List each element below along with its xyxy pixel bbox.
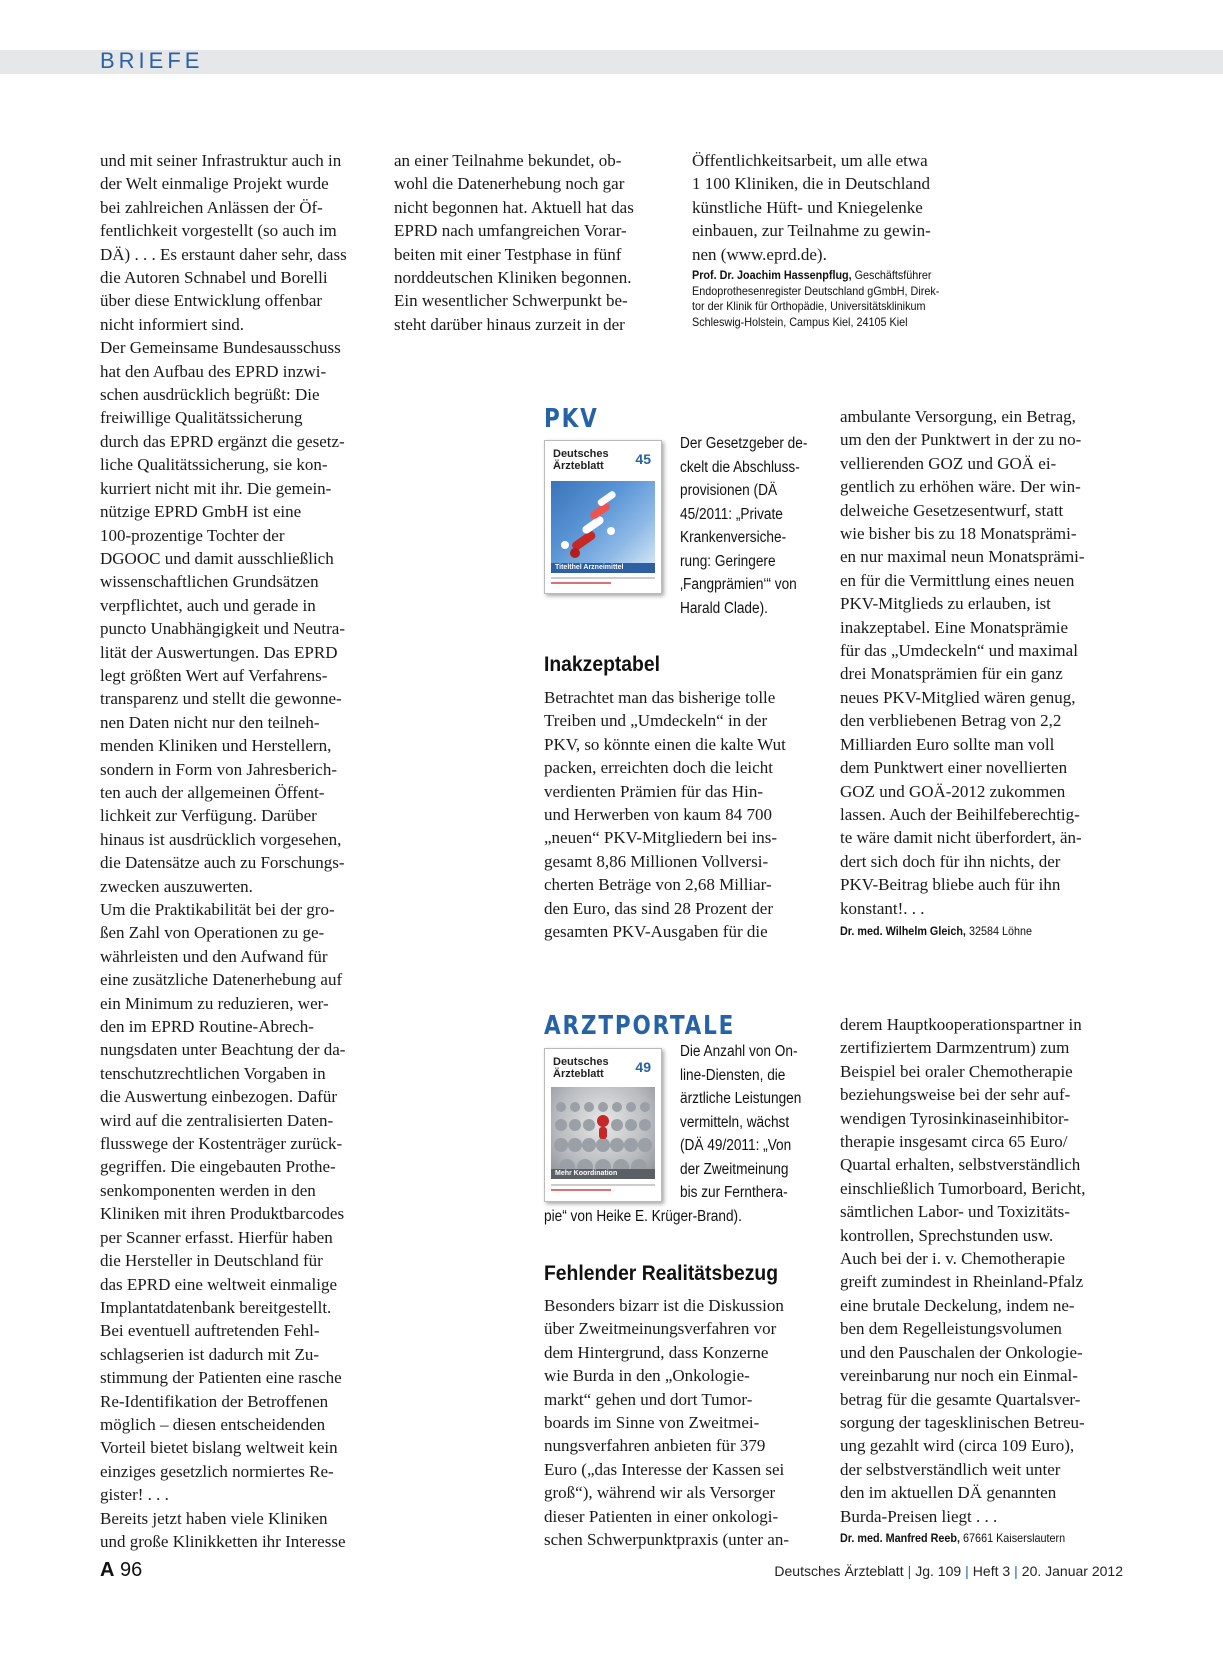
text-line: Kliniken mit ihren Produktbarcodes [100, 1204, 345, 1224]
text-line: en für die Vermittlung eines neuen [840, 570, 1075, 590]
text-line: zertifiziertem Darmzentrum) zum [840, 1038, 1070, 1058]
teaser-line: (DÄ 49/2011: „Von [680, 1137, 792, 1154]
text-line: PKV-Mitglieds zu erlauben, ist [840, 594, 1051, 614]
text-line: ein Minimum zu reduzieren, wer- [100, 993, 329, 1013]
text-line: Euro („das Interesse der Kassen sei [544, 1459, 785, 1479]
text-line: inakzeptabel. Eine Monatsprämie [840, 617, 1068, 637]
teaser-line: Harald Clade). [680, 599, 768, 617]
text-line: derem Hauptkooperationspartner in [840, 1015, 1082, 1034]
text-line: sämtlichen Labor- und Toxizitäts- [840, 1202, 1070, 1222]
figures-illustration [551, 1087, 655, 1177]
text-line: beiten mit einer Testphase in fünf [394, 244, 622, 264]
section-label: BRIEFE [100, 48, 204, 73]
text-line: den verbliebenen Betrag von 2,2 [840, 711, 1062, 731]
letter-column-1 [100, 149, 380, 1553]
text-line: puncto Unabhängigkeit und Neutra- [100, 619, 346, 639]
text-line: wohl die Datenerhebung noch gar [394, 174, 625, 194]
signature-place: 32584 Löhne [968, 924, 1033, 938]
text-line: gesamten PKV-Ausgaben für die [544, 922, 768, 942]
text-line: den im EPRD Routine-Abrech- [100, 1017, 314, 1037]
text-line: und mit seiner Infrastruktur auch in [100, 151, 342, 170]
text-line: groß“), während wir als Versorger [544, 1483, 776, 1503]
text-line: ambulante Versorgung, ein Betrag, [840, 407, 1076, 426]
text-line: der selbstverständlich weit unter [840, 1459, 1061, 1479]
text-line: einschließlich Tumorboard, Bericht, [840, 1178, 1086, 1198]
teaser-line: provisionen (DÄ [680, 482, 778, 499]
teaser-line: line-Diensten, die [680, 1066, 786, 1084]
text-line: Implantatdatenbank bereitgestellt. [100, 1297, 332, 1317]
signature-gleich [840, 924, 1032, 940]
cover-footer-line [551, 577, 655, 579]
text-line: en nur maximal neun Monatsprämi- [840, 547, 1085, 567]
page-prefix: A [100, 1559, 115, 1581]
text-line: die Hersteller in Deutschland für [100, 1251, 323, 1271]
text-line: PKV-Beitrag bliebe auch für ihn [840, 875, 1061, 895]
text-line: Re-Identifikation der Betroffenen [100, 1391, 329, 1411]
text-line: fentlichkeit vorgestellt (so auch im [100, 221, 337, 241]
text-line: Ein wesentlicher Schwerpunkt be- [394, 291, 628, 311]
cover-footer-line [551, 1189, 611, 1191]
text-line: wendigen Tyrosinkinaseinhibitor- [840, 1108, 1070, 1128]
cover-issue-number: 49 [635, 1059, 651, 1075]
text-line: packen, erreichten doch die leicht [544, 758, 773, 778]
text-line: gister! . . . [100, 1485, 169, 1505]
text-line: lassen. Auch der Beihilfeberechtig- [840, 804, 1080, 824]
text-line: EPRD nach umfangreichen Vorar- [394, 221, 627, 241]
signature-name: Prof. Dr. Joachim Hassenpflug, [692, 268, 852, 282]
text-line: beziehungsweise bei der sehr auf- [840, 1085, 1071, 1105]
text-line: ßen Zahl von Operationen zu ge- [100, 923, 325, 943]
pkv-body-right [840, 405, 1125, 920]
text-line: um den der Punktwert in der zu no- [840, 430, 1082, 450]
text-line: für das „Umdeckeln“ und maximal [840, 641, 1078, 661]
footer-journal: Deutsches Ärzteblatt [774, 1563, 904, 1579]
teaser-line: vermitteln, wächst [680, 1113, 790, 1131]
pkv-body-left [544, 686, 814, 943]
text-line: künstliche Hüft- und Kniegelenke [692, 197, 923, 217]
text-line: Auch bei der i. v. Chemotherapie [840, 1249, 1066, 1269]
text-line: nicht informiert sind. [100, 314, 245, 334]
signature-line: tor der Klinik für Orthopädie, Universitätsklinikum [692, 299, 926, 313]
text-line: und den Pauschalen der Onkologie- [840, 1342, 1083, 1362]
page-number-value: 96 [120, 1559, 143, 1581]
signature-line: Schleswig-Holstein, Campus Kiel, 24105 Kiel [692, 314, 908, 329]
text-line: wissenschaftlichen Grundsätzen [100, 572, 319, 592]
letter-column-2 [394, 149, 674, 336]
text-line: transparenz und stellt die gewonne- [100, 689, 342, 709]
arztportale-teaser-last: pie“ von Heike E. Krüger-Brand). [544, 1208, 742, 1225]
text-line: Burda-Preisen liegt . . . [840, 1506, 998, 1526]
cover-brand: Deutsches Ärzteblatt [553, 448, 609, 472]
text-line: markt“ gehen und dort Tumor- [544, 1389, 753, 1409]
text-line: vellierenden GOZ und GOÄ ei- [840, 453, 1057, 473]
text-line: währleisten und den Aufwand für [100, 946, 328, 966]
text-line: dieser Patienten in einer onkologi- [544, 1506, 779, 1526]
signature-line: Endoprothesenregister Deutschland gGmbH, Direk- [692, 283, 940, 298]
text-line: per Scanner erfasst. Hierfür haben [100, 1227, 333, 1247]
text-line: Betrachtet man das bisherige tolle [544, 688, 776, 707]
section-title-pkv: PKV [544, 404, 599, 434]
text-line: lität der Auswertungen. Das EPRD [100, 642, 338, 662]
text-line: delweiche Gesetzesentwurf, statt [840, 500, 1064, 520]
text-line: DGOOC und damit ausschließlich [100, 548, 334, 568]
teaser-line: Krankenversiche- [680, 529, 787, 546]
text-line: drei Monatsprämien für ein ganz [840, 664, 1063, 684]
text-line: neues PKV-Mitglied wären genug, [840, 687, 1076, 707]
text-line: bei zahlreichen Anlässen der Öf- [100, 197, 323, 217]
footer-separator: | [965, 1563, 969, 1579]
text-line: ben dem Regelleistungsvolumen [840, 1319, 1062, 1339]
text-line: die Datensätze auch zu Forschungs- [100, 853, 345, 873]
signature-name: Dr. med. Wilhelm Gleich, [840, 924, 966, 938]
text-line: PKV, so könnte einen die kalte Wut [544, 734, 786, 754]
cover-strip: Titelthel Arzneimittel [551, 563, 655, 573]
text-line: gentlich zu erhöhen wäre. Der win- [840, 477, 1081, 497]
text-line: norddeutschen Kliniken begonnen. [394, 268, 632, 288]
cover-image [551, 1087, 655, 1177]
section-title-arztportale: ARZTPORTALE [544, 1011, 736, 1041]
text-line: hinaus ist ausdrücklich vorgesehen, [100, 829, 342, 849]
text-line: 1 100 Kliniken, die in Deutschland [692, 174, 930, 194]
cover-footer-line [551, 1184, 655, 1186]
teaser-line: ärztliche Leistungen [680, 1090, 802, 1107]
text-line: Bereits jetzt haben viele Kliniken [100, 1508, 328, 1528]
text-line: Öffentlichkeitsarbeit, um alle etwa [692, 151, 928, 170]
text-line: gegriffen. Die eingebauten Prothe- [100, 1157, 336, 1177]
text-line: sorgung der tagesklinischen Betreu- [840, 1412, 1085, 1432]
magazine-cover-49 [544, 1048, 662, 1202]
text-line: steht darüber hinaus zurzeit in der [394, 314, 625, 334]
footer-separator: | [1014, 1563, 1018, 1579]
text-line: schlagserien ist dadurch mit Zu- [100, 1344, 320, 1364]
cover-brand: Deutsches Ärzteblatt [553, 1056, 609, 1080]
arztportale-body-right [840, 1013, 1125, 1528]
text-line: möglich – diesen entscheidenden [100, 1414, 326, 1434]
text-line: lichkeit zur Verfügung. Darüber [100, 806, 317, 826]
text-line: wird auf die zentralisierten Daten- [100, 1110, 334, 1130]
signature-name: Dr. med. Manfred Reeb, [840, 1531, 961, 1545]
text-line: wie bisher bis zu 18 Monatsprämi- [840, 524, 1077, 544]
text-line: Besonders bizarr ist die Diskussion [544, 1296, 784, 1315]
teaser-line: Die Anzahl von On- [680, 1043, 798, 1060]
signature-line: Geschäftsführer [854, 268, 932, 282]
signature-hassenpflug [692, 268, 939, 330]
text-line: betrag für die gesamte Quartalsver- [840, 1389, 1081, 1409]
text-line: Treiben und „Umdeckeln“ in der [544, 711, 768, 731]
cover-strip: Mehr Koordination [551, 1169, 655, 1179]
text-line: die Auswertung einbezogen. Dafür [100, 1087, 337, 1107]
text-line: Bei eventuell auftretenden Fehl- [100, 1321, 320, 1341]
text-line: kurriert nicht mit ihr. Die gemein- [100, 478, 332, 498]
text-line: und Herwerben von kaum 84 700 [544, 805, 773, 825]
text-line: das EPRD eine weltweit einmalige [100, 1274, 337, 1294]
text-line: liche Qualitätssicherung, sie kon- [100, 455, 328, 475]
footer-separator: | [907, 1563, 912, 1579]
text-line: hat den Aufbau des EPRD inzwi- [100, 361, 327, 381]
text-line: flusswege der Kostenträger zurück- [100, 1134, 343, 1154]
text-line: verpflichtet, auch und gerade in [100, 595, 316, 615]
text-line: nungsdaten unter Beachtung der da- [100, 1040, 346, 1060]
text-line: Quartal erhalten, selbstverständlich [840, 1155, 1081, 1175]
footer-date: 20. Januar 2012 [1021, 1563, 1123, 1579]
text-line: freiwillige Qualitätssicherung [100, 408, 303, 428]
text-line: tenschutzrechtlichen Vorgaben in [100, 1063, 326, 1083]
text-line: zwecken auszuwerten. [100, 876, 253, 896]
text-line: Um die Praktikabilität bei der gro- [100, 900, 335, 919]
teaser-line: ‚Fangprämien‘“ von [680, 576, 797, 593]
page-number [100, 1559, 142, 1582]
text-line: therapie insgesamt circa 65 Euro/ [840, 1132, 1068, 1152]
text-line: an einer Teilnahme bekundet, ob- [394, 151, 622, 170]
text-line: te wäre damit nicht überfordert, än- [840, 828, 1082, 848]
text-line: „neuen“ PKV-Mitgliedern bei ins- [544, 828, 778, 848]
signature-place: 67661 Kaiserslautern [963, 1531, 1066, 1545]
footer-citation [774, 1563, 1123, 1579]
text-line: der Welt einmalige Projekt wurde [100, 174, 329, 194]
signature-reeb [840, 1531, 1065, 1547]
text-line: GOZ und GOÄ-2012 zukommen [840, 781, 1066, 801]
text-line: eine zusätzliche Datenerhebung auf [100, 970, 343, 990]
text-line: 100-prozentige Tochter der [100, 525, 285, 545]
footer-issue: Heft 3 [972, 1563, 1011, 1579]
text-line: einziges gesetzlich normiertes Re- [100, 1461, 334, 1481]
teaser-line: Der Gesetzgeber de- [680, 435, 808, 452]
text-line: dem Punktwert einer novellierten [840, 758, 1068, 778]
text-line: greift zumindest in Rheinland-Pfalz [840, 1272, 1084, 1292]
text-line: ten auch der allgemeinen Öffent- [100, 782, 325, 802]
text-line: einbauen, zur Teilnahme zu gewin- [692, 221, 931, 241]
text-line: boards im Sinne von Zweitmei- [544, 1413, 760, 1433]
text-line: durch das EPRD ergänzt die gesetz- [100, 431, 345, 451]
text-line: Vorteil bietet bislang weltweit kein [100, 1438, 338, 1458]
text-line: den Euro, das sind 28 Prozent der [544, 898, 773, 918]
text-line: konstant!. . . [840, 898, 925, 918]
text-line: schen Schwerpunktpraxis (unter an- [544, 1530, 790, 1550]
article-title-inakzeptabel: Inakzeptabel [544, 653, 660, 676]
text-line: verdienten Prämien für das Hin- [544, 781, 764, 801]
article-title-fehlender-realitaetsbezug: Fehlender Realitätsbezug [544, 1262, 779, 1285]
text-line: nen (www.eprd.de). [692, 244, 827, 264]
cover-footer-line [551, 582, 611, 584]
footer-volume: Jg. 109 [915, 1563, 962, 1579]
text-line: senkomponenten werden in den [100, 1180, 316, 1200]
text-line: menden Kliniken und Herstellern, [100, 736, 332, 756]
text-line: nützige EPRD GmbH ist eine [100, 502, 302, 522]
teaser-line: ckelt die Abschluss- [680, 458, 800, 476]
text-line: gesamt 8,86 Millionen Vollversi- [544, 851, 769, 871]
text-line: dem Hintergrund, dass Konzerne [544, 1342, 769, 1362]
text-line: eine brutale Deckelung, indem ne- [840, 1295, 1075, 1315]
text-line: vereinbarung nur noch ein Einmal- [840, 1366, 1078, 1386]
teaser-line: 45/2011: „Private [680, 505, 783, 523]
teaser-line: der Zweitmeinung [680, 1160, 789, 1178]
teaser-line: rung: Geringere [680, 552, 776, 570]
pill-illustration [551, 481, 655, 569]
text-line: wie Burda in den „Onkologie- [544, 1366, 750, 1386]
text-line: Beispiel bei oraler Chemotherapie [840, 1061, 1073, 1081]
text-line: stimmung der Patienten eine rasche [100, 1368, 342, 1388]
text-line: legt größten Wert auf Verfahrens- [100, 665, 328, 685]
arztportale-teaser [680, 1040, 821, 1205]
letter-column-3 [692, 149, 982, 266]
text-line: schen ausdrücklich begrüßt: Die [100, 385, 320, 405]
cover-issue-number: 45 [635, 451, 651, 467]
text-line: nen Daten nicht nur den teilneh- [100, 712, 320, 732]
text-line: sondern in Form von Jahresberich- [100, 759, 338, 779]
text-line: nicht begonnen hat. Aktuell hat das [394, 197, 634, 217]
arztportale-body-left [544, 1294, 814, 1551]
text-line: Der Gemeinsame Bundesausschuss [100, 338, 341, 358]
text-line: den im aktuellen DÄ genannten [840, 1483, 1057, 1503]
text-line: und große Klinikketten ihr Interesse [100, 1531, 346, 1551]
text-line: über diese Entwicklung offenbar [100, 291, 323, 311]
magazine-cover-45 [544, 440, 662, 594]
text-line: kontrollen, Sprechstunden usw. [840, 1225, 1054, 1245]
text-line: ung gezahlt wird (circa 109 Euro), [840, 1436, 1075, 1456]
text-line: die Autoren Schnabel und Borelli [100, 268, 328, 288]
cover-image [551, 481, 655, 569]
pkv-teaser [680, 432, 821, 620]
teaser-line: bis zur Ferntherа- [680, 1184, 788, 1201]
text-line: nungsverfahren anbieten für 379 [544, 1436, 766, 1456]
text-line: cherten Beträge von 2,68 Milliar- [544, 875, 772, 895]
text-line: Milliarden Euro sollte man voll [840, 734, 1055, 754]
text-line: DÄ) . . . Es erstaunt daher sehr, dass [100, 244, 347, 264]
text-line: dert sich doch für ihn nichts, der [840, 851, 1061, 871]
text-line: über Zweitmeinungsverfahren vor [544, 1319, 777, 1339]
